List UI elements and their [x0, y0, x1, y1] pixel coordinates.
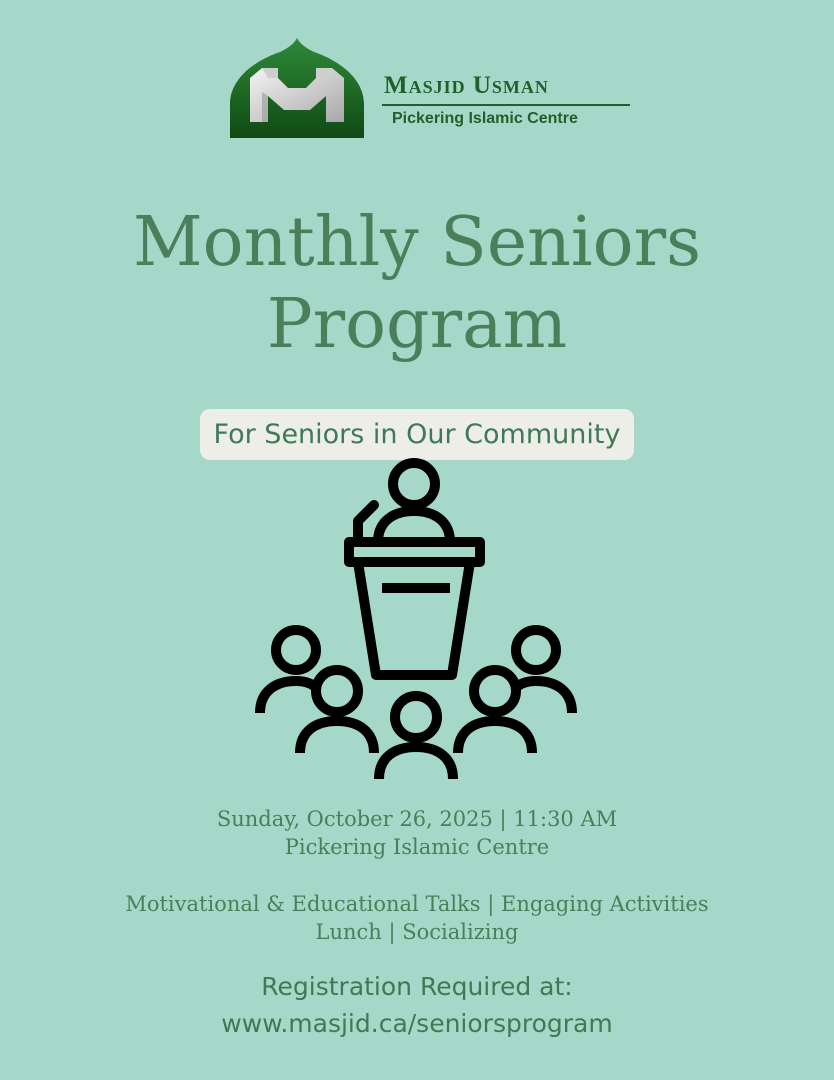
registration-info	[0, 968, 834, 1042]
event-location: Pickering Islamic Centre	[284, 835, 550, 859]
activities-line-2: Lunch | Socializing	[315, 920, 519, 944]
registration-url[interactable]: www.masjid.ca/seniorsprogram	[221, 1009, 613, 1038]
masjid-logo	[226, 38, 636, 140]
event-details	[0, 805, 834, 861]
activities-line-1: Motivational & Educational Talks | Engaging Activities	[125, 892, 709, 916]
tagline-badge: For Seniors in Our Community	[200, 409, 635, 460]
logo-divider	[382, 104, 630, 106]
title-line-2: Program	[266, 285, 568, 364]
dome-logo-icon	[226, 38, 368, 140]
logo-title: Masjid Usman	[384, 72, 549, 99]
title-line-1: Monthly Seniors	[133, 203, 701, 282]
speaker-at-podium-with-audience-icon	[246, 455, 586, 785]
logo-subtitle: Pickering Islamic Centre	[392, 110, 578, 127]
event-datetime: Sunday, October 26, 2025 | 11:30 AM	[216, 807, 618, 831]
registration-label: Registration Required at:	[261, 972, 573, 1001]
tagline-container	[0, 409, 834, 460]
page-title	[0, 202, 834, 366]
activities-list	[0, 890, 834, 946]
